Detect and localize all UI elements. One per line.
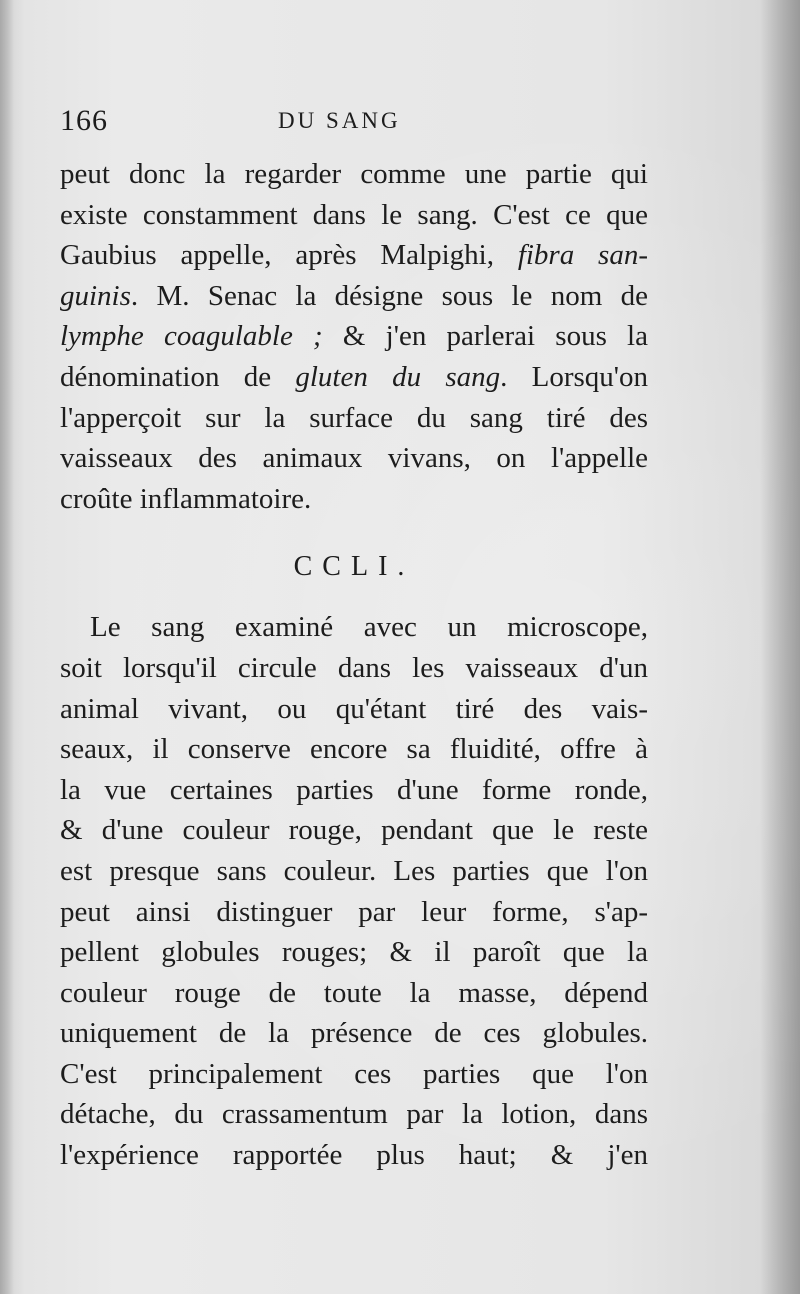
text-line: détache, du crassamentum par la lotion, dans <box>60 1098 648 1131</box>
text-line: soit lorsqu'il circule dans les vaisseaux d'un <box>60 651 648 684</box>
text-line: couleur rouge de toute la masse, dépend <box>60 976 648 1009</box>
text-run: . M. Senac la désigne sous le nom de <box>130 279 648 312</box>
text-line: peut ainsi distinguer par leur forme, s'ap- <box>60 895 648 928</box>
text-line: pellent globules rouges; & il paroît que la <box>60 936 648 969</box>
text-line: uniquement de la présence de ces globules. <box>60 1017 648 1050</box>
edge-shadow <box>760 0 800 1294</box>
text-line: existe constamment dans le sang. C'est ce que <box>60 198 648 231</box>
italic-run: fibra san- <box>517 239 649 272</box>
text-run: dénomination de <box>60 360 296 393</box>
italic-run: lymphe coagulable ; <box>60 320 323 353</box>
paragraph-2 <box>60 607 648 1175</box>
text-block <box>60 154 648 1176</box>
text-line: croûte inflammatoire. <box>60 482 312 515</box>
text-line <box>60 316 648 357</box>
text-line: peut donc la regarder comme une partie qui <box>60 158 648 190</box>
text-line <box>60 235 648 276</box>
text-line: l'expérience rapportée plus haut; & j'en <box>60 1139 648 1172</box>
text-line: C'est principalement ces parties que l'on <box>60 1057 648 1090</box>
text-line: Le sang examiné avec un microscope, <box>90 611 648 644</box>
text-run: & j'en parlerai sous la <box>322 320 648 353</box>
text-line <box>60 276 648 317</box>
gutter-shadow <box>0 0 14 1294</box>
text-run: Gaubius appelle, après Malpighi, <box>60 239 518 272</box>
text-line: animal vivant, ou qu'étant tiré des vais- <box>60 692 648 725</box>
text-line: l'apperçoit sur la surface du sang tiré des <box>60 401 648 434</box>
paragraph-1 <box>60 154 648 519</box>
running-head: DU SANG <box>278 108 401 133</box>
text-line: & d'une couleur rouge, pendant que le reste <box>60 814 648 847</box>
text-run: . Lorsqu'on <box>500 360 648 393</box>
text-line: la vue certaines parties d'une forme ronde, <box>60 773 648 806</box>
page-header <box>60 104 660 144</box>
text-line: vaisseaux des animaux vivans, on l'appelle <box>60 442 648 475</box>
text-line: seaux, il conserve encore sa fluidité, offre à <box>60 733 648 766</box>
text-line <box>60 357 648 398</box>
section-heading: CCLI. <box>293 551 415 583</box>
italic-run: guinis <box>60 279 131 312</box>
italic-run: gluten du sang <box>295 360 501 393</box>
page-number: 166 <box>60 104 108 137</box>
text-line: est presque sans couleur. Les parties que l'on <box>60 854 648 887</box>
